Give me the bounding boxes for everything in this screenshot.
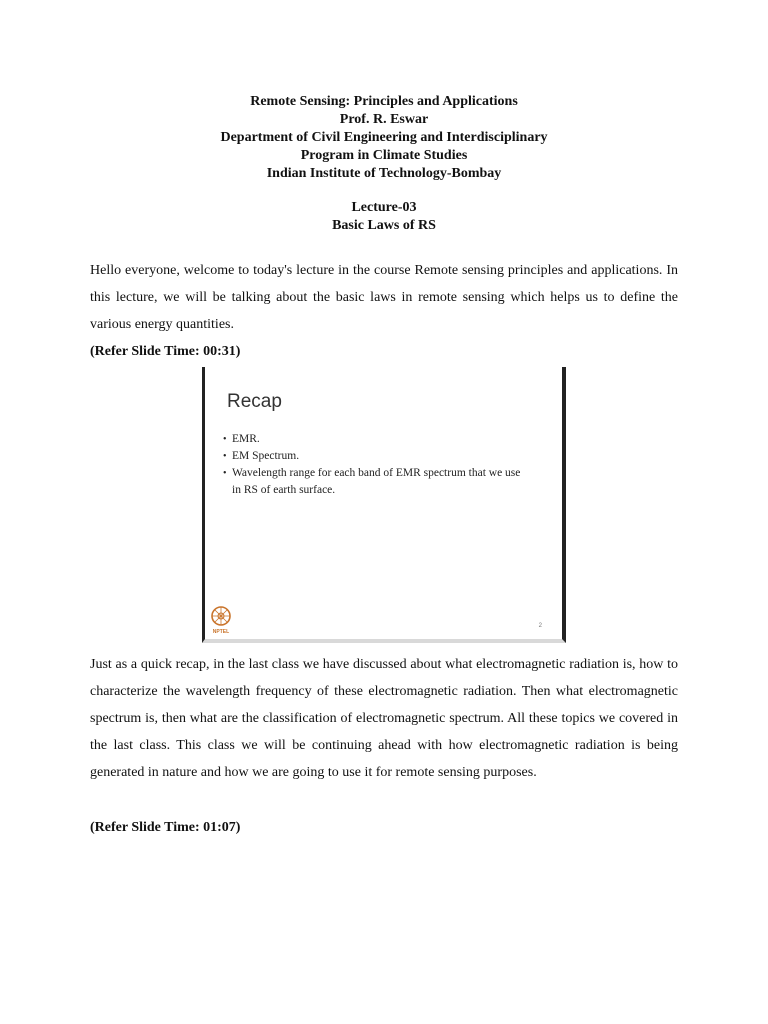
slide-image xyxy=(202,367,566,643)
professor-name: Prof. R. Eswar xyxy=(339,112,429,127)
nptel-logo-icon xyxy=(208,604,234,636)
department-line-2: Program in Climate Studies xyxy=(300,148,468,163)
slide-bullet: • Wavelength range for each band of EMR spectrum that we use in RS of earth surface. xyxy=(223,465,523,499)
refer-slide-time-1: (Refer Slide Time: 00:31) xyxy=(90,344,241,359)
logo-text: NPTEL xyxy=(212,629,230,635)
institute-name: Indian Institute of Technology-Bombay xyxy=(266,166,502,181)
department-line-1: Department of Civil Engineering and Interdisciplinary xyxy=(220,130,548,145)
recap-paragraph: Just as a quick recap, in the last class we have discussed about what electromagnetic radiation is, how to characterize the wavelength frequency of these electromagnetic radiation. Then what electromagnetic spectrum is, then what are the classification of electromagnetic spectrum. All these topics we covered in the last class. This class we will be continuing ahead with how electromagnetic radiation is being generated in nature and how we are going to use it for remote sensing purposes. xyxy=(90,657,678,780)
slide-title: Recap xyxy=(227,391,282,412)
intro-paragraph: Hello everyone, welcome to today's lecture in the course Remote sensing principles and applications. In this lecture, we will be talking about the basic laws in remote sensing which helps us to define the various energy quantities. xyxy=(90,263,678,332)
lecture-heading xyxy=(0,199,768,235)
slide-page-number: 2 xyxy=(538,623,542,629)
lecture-title: Basic Laws of RS xyxy=(332,218,436,233)
refer-slide-time-2: (Refer Slide Time: 01:07) xyxy=(90,820,241,835)
slide-bullet: • EMR. xyxy=(223,431,523,448)
lecture-number: Lecture-03 xyxy=(351,200,417,215)
slide-bullet-list xyxy=(223,431,523,499)
course-title: Remote Sensing: Principles and Applications xyxy=(250,94,518,109)
slide-bullet: • EM Spectrum. xyxy=(223,448,523,465)
document-header xyxy=(0,93,768,183)
